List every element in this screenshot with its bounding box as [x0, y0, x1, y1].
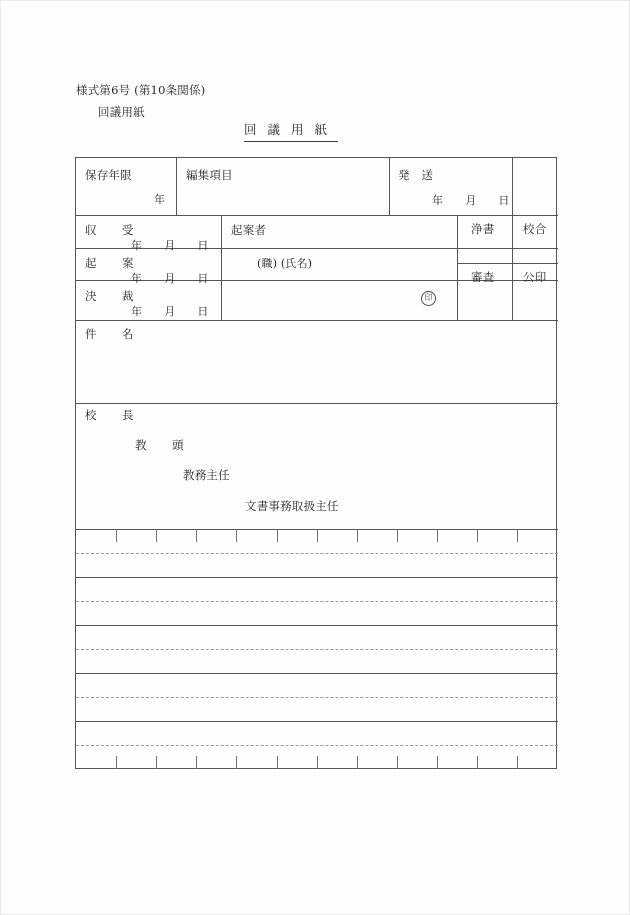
grid-rule-2: [76, 625, 558, 626]
rule-v-dispatch: [389, 158, 390, 215]
rule-h-5: [76, 403, 558, 404]
approval-date-fields: [131, 303, 209, 319]
grid-tick-bottom: [517, 756, 518, 769]
approver-document-officer: 文書事務取扱主任: [245, 499, 339, 513]
receipt-year: 年: [131, 239, 143, 252]
grid-tick-top: [156, 529, 157, 542]
receipt-date-fields: [131, 237, 209, 253]
cell-proofread: 校合: [523, 222, 547, 236]
grid-dotted-2: [76, 601, 558, 602]
grid-tick-top: [116, 529, 117, 542]
grid-tick-top: [357, 529, 358, 542]
draft-label: 起 案: [85, 256, 141, 270]
approval-day: 日: [197, 305, 209, 318]
grid-dotted-4: [76, 697, 558, 698]
grid-tick-bottom: [116, 756, 117, 769]
grid-rule-3: [76, 673, 558, 674]
receipt-label: 収 受: [85, 223, 141, 237]
grid-tick-top: [317, 529, 318, 542]
grid-tick-bottom: [477, 756, 478, 769]
grid-tick-bottom: [277, 756, 278, 769]
draft-date-fields: [131, 270, 209, 286]
dispatch-date-fields: [432, 192, 510, 208]
drafter-label: 起案者: [231, 223, 267, 237]
drafter-sub-label: (職) (氏名): [257, 257, 313, 270]
dispatch-year: 年: [432, 194, 444, 207]
approval-year: 年: [131, 305, 143, 318]
rule-h-check-mid: [457, 263, 558, 264]
grid-tick-top: [477, 529, 478, 542]
receipt-month: 月: [164, 239, 176, 252]
grid-dotted-5: [76, 745, 558, 746]
grid-dotted-1: [76, 553, 558, 554]
rule-v-storage: [176, 158, 177, 215]
storage-period-unit: 年: [154, 193, 166, 206]
cell-official-seal: 公印: [523, 270, 547, 284]
grid-tick-bottom: [397, 756, 398, 769]
approver-principal: 校 長: [85, 408, 141, 422]
grid-tick-bottom: [317, 756, 318, 769]
grid-tick-top: [397, 529, 398, 542]
grid-tick-bottom: [236, 756, 237, 769]
page-title: 回議用紙: [244, 120, 338, 142]
grid-tick-top: [236, 529, 237, 542]
grid-rule-4: [76, 721, 558, 722]
rule-v-datecol: [221, 215, 222, 320]
grid-tick-bottom: [196, 756, 197, 769]
rule-h-4: [76, 320, 558, 321]
grid-rule-1: [76, 577, 558, 578]
dispatch-day: 日: [498, 194, 510, 207]
cell-examination: 審査: [471, 270, 495, 284]
rule-v-check-left: [512, 158, 513, 320]
dispatch-label: 発 送: [398, 168, 434, 182]
grid-tick-top: [437, 529, 438, 542]
form-number-label: 様式第6号 (第10条関係): [76, 83, 206, 97]
form-table: [75, 157, 557, 769]
grid-tick-top: [196, 529, 197, 542]
approval-month: 月: [164, 305, 176, 318]
draft-day: 日: [197, 272, 209, 285]
edit-items-label: 編集項目: [186, 168, 233, 182]
cell-clean-copy: 浄書: [471, 222, 495, 236]
draft-year: 年: [131, 272, 143, 285]
grid-dotted-3: [76, 649, 558, 650]
approver-head-teacher: 教務主任: [183, 468, 230, 482]
receipt-day: 日: [197, 239, 209, 252]
rule-v-drafter-right: [457, 215, 458, 320]
subject-label: 件 名: [85, 327, 141, 341]
form-name-label: 回議用紙: [98, 105, 145, 119]
grid-tick-bottom: [437, 756, 438, 769]
approver-vice-principal: 教 頭: [135, 438, 191, 452]
grid-tick-top: [277, 529, 278, 542]
seal-stamp-icon: 印: [421, 291, 436, 306]
storage-period-label: 保存年限: [85, 168, 132, 182]
grid-tick-bottom: [357, 756, 358, 769]
rule-h-1: [76, 215, 558, 216]
dispatch-month: 月: [465, 194, 477, 207]
draft-month: 月: [164, 272, 176, 285]
approval-label: 決 裁: [85, 289, 141, 303]
grid-tick-bottom: [156, 756, 157, 769]
grid-tick-top: [517, 529, 518, 542]
